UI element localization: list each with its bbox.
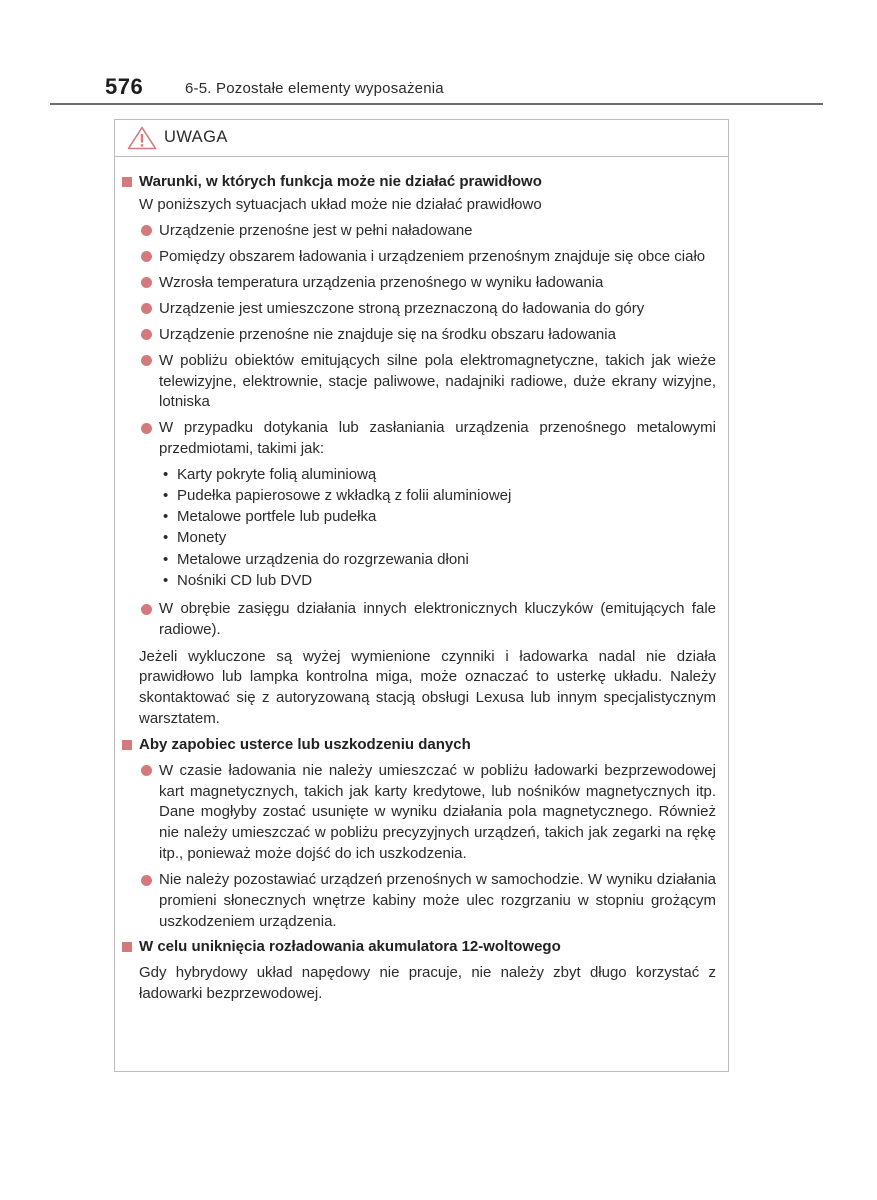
section-outro: Jeżeli wykluczone są wyżej wymienione czynniki i ładowarka nadal nie działa prawidłowo lub lampka kontrolna miga, może oznaczać to usterkę układu. Należy skontaktować się z autoryzowaną stacją obsługi Lexusa lub innym specjalistycznym warsztatem. [139,647,716,728]
sub-list-item [115,570,716,591]
chapter-title: 6-5. Pozostałe elementy wyposażenia [185,80,444,97]
list-item [115,247,730,268]
list-item [115,351,730,413]
square-bullet-icon [122,740,132,750]
square-bullet-icon [122,177,132,187]
list-item [115,599,730,641]
warning-label: UWAGA [164,128,228,146]
sub-list-item [115,485,716,506]
section-heading-text: Aby zapobiec usterce lub uszkodzeniu danych [139,735,471,753]
sub-list-item-text: Metalowe urządzenia do rozgrzewania dłoni [177,550,469,568]
list-item-text: Urządzenie przenośne nie znajduje się na środku obszaru ładowania [159,325,616,343]
list-item [115,761,730,865]
sub-list-item-text: Pudełka papierosowe z wkładką z folii aluminiowej [177,487,512,505]
bullet-dot-icon [141,875,152,886]
section-heading [115,937,730,958]
sub-bullet-icon: • [163,508,169,526]
sub-list-item [115,464,716,485]
bullet-dot-icon [141,251,152,262]
section-heading-text: Warunki, w których funkcja może nie działać prawidłowo [139,173,542,190]
list-item-text: Wzrosła temperatura urządzenia przenośnego w wyniku ładowania [159,273,604,291]
bullet-dot-icon [141,329,152,340]
sub-list-item-text: Metalowe portfele lub pudełka [177,508,377,526]
warning-box [114,119,729,1072]
sub-list-item-text: Nośniki CD lub DVD [177,571,313,589]
sub-bullet-icon: • [163,571,169,589]
list-item [115,221,730,242]
list-item-text: W obrębie zasięgu działania innych elektronicznych kluczyków (emitujących fale radiowe). [159,600,716,638]
bullet-dot-icon [141,225,152,236]
list-item-text: W pobliżu obiektów emitujących silne pola elektromagnetyczne, takich jak wieże telewizyjne, elektrownie, stacje paliwowe, nadajniki radiowe, duże ekrany wizyjne, lotniska [159,351,716,411]
page-number: 576 [105,74,144,99]
list-item [115,299,730,320]
condition-list [115,221,730,641]
sub-bullet-icon: • [163,550,169,568]
header-rule [50,103,823,105]
bullet-dot-icon [141,277,152,288]
sub-bullet-icon: • [163,465,169,483]
list-item [115,325,730,346]
sub-list-item-text: Monety [177,529,227,547]
sub-bullet-icon: • [163,529,169,547]
section-intro: W poniższych sytuacjach układ może nie działać prawidłowo [139,195,542,213]
sub-list-item [115,549,716,570]
bullet-dot-icon [141,765,152,776]
page-header [105,74,825,104]
list-item-text: W przypadku dotykania lub zasłaniania urządzenia przenośnego metalowymi przedmiotami, takimi jak: [159,419,716,458]
sub-bullet-icon: • [163,487,169,505]
section-text: Gdy hybrydowy układ napędowy nie pracuje, nie należy zbyt długo korzystać z ładowarki bezprzewodowej. [139,964,716,1003]
list-item [115,418,730,591]
section-heading [115,735,730,756]
list-item-text: Urządzenie jest umieszczone stroną przeznaczoną do ładowania do góry [159,299,645,317]
sub-list-item-text: Karty pokryte folią aluminiową [177,465,377,483]
bullet-dot-icon [141,355,152,366]
list-item-text: Pomiędzy obszarem ładowania i urządzeniem przenośnym znajduje się obce ciało [159,247,706,265]
list-item-text: Nie należy pozostawiać urządzeń przenośnych w samochodzie. W wyniku działania promieni słonecznych wnętrze kabiny może ulec rozgrzaniu w stopniu grożącym uszkodzeniem urządzenia. [159,871,716,930]
warning-triangle-icon [127,126,157,150]
sub-list-item [115,506,716,527]
square-bullet-icon [122,942,132,952]
section-heading-text: W celu uniknięcia rozładowania akumulatora 12-woltowego [139,938,561,956]
sub-list-item [115,527,716,548]
bullet-dot-icon [141,303,152,314]
list-item-text: W czasie ładowania nie należy umieszczać w pobliżu ładowarki bezprzewodowej kart magnetycznych, takich jak karty kredytowe, lub nośników magnetycznych itp. Dane mogłyby zostać usunięte w wyniku działania pola magnetycznego. Również nie należy umieszczać w pobliżu precyzyjnych urządzeń, takich jak zegarki na rękę itp., ponieważ może dojść do ich uszkodzenia. [159,761,716,863]
data-protection-list [115,761,730,933]
section-heading [115,172,730,193]
bullet-dot-icon [141,604,152,615]
warning-content [115,168,730,1005]
warning-header [115,120,728,157]
metal-objects-list [115,464,716,591]
list-item-text: Urządzenie przenośne jest w pełni naładowane [159,221,473,239]
bullet-dot-icon [141,423,152,434]
list-item [115,870,730,932]
list-item [115,273,730,294]
